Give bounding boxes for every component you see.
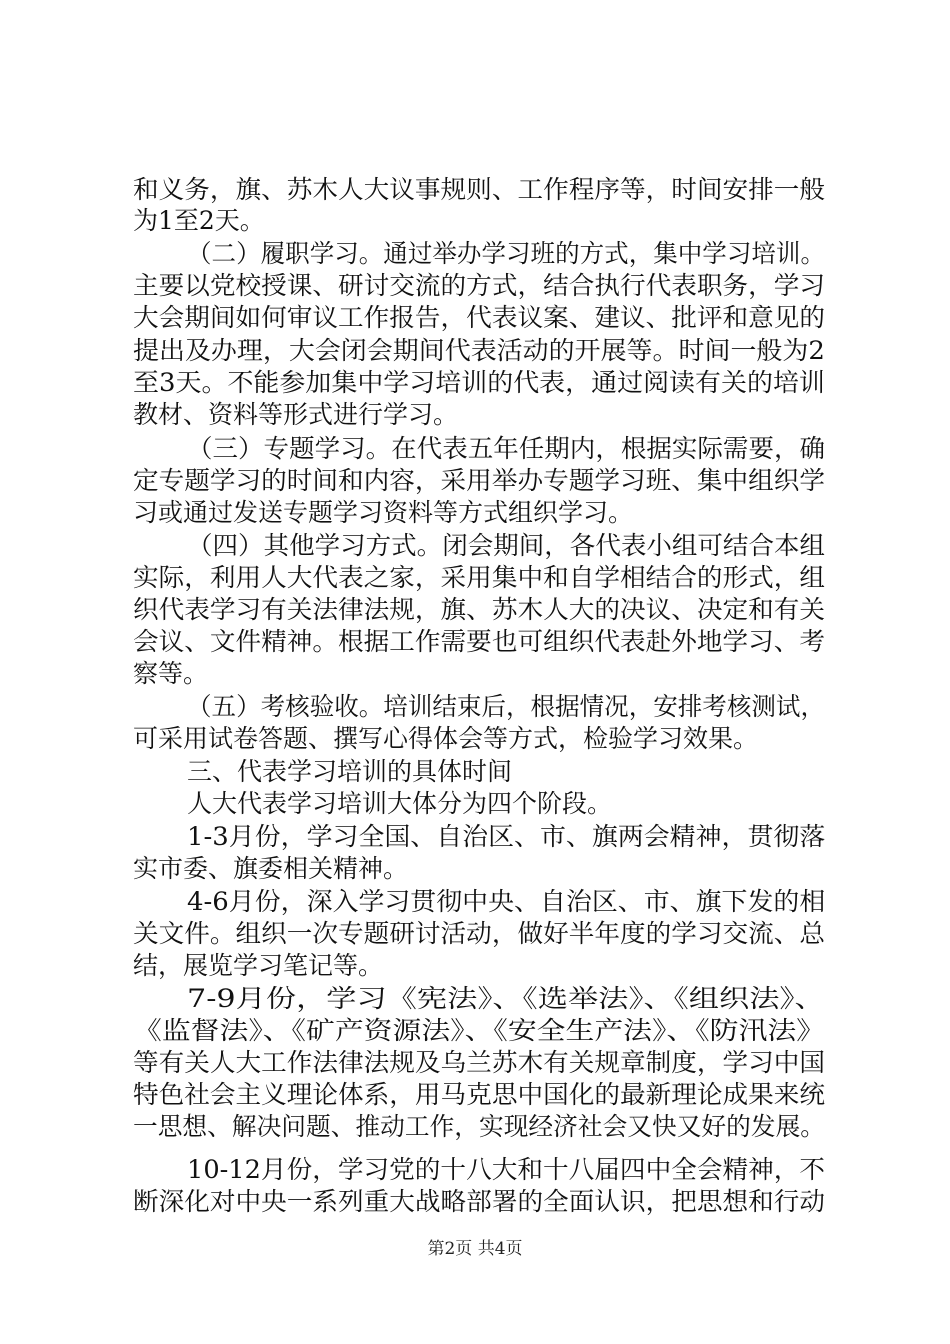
text-line: 《监督法》、《矿产资源法》、《安全生产法》、《防汛法》 bbox=[133, 1016, 826, 1045]
page-number: 第2页 共4页 bbox=[427, 1239, 523, 1259]
section-heading: 三、代表学习培训的具体时间 bbox=[187, 757, 513, 786]
text-line: 1-3月份，学习全国、自治区、市、旗两会精神，贯彻落 bbox=[187, 822, 826, 851]
text-line: 等有关人大工作法律法规及乌兰苏木有关规章制度，学习中国 bbox=[133, 1048, 826, 1077]
text-line: 和义务，旗、苏木人大议事规则、工作程序等，时间安排一般 bbox=[133, 175, 826, 204]
text-line: 特色社会主义理论体系，用马克思中国化的最新理论成果来统 bbox=[133, 1080, 826, 1109]
text-line: 关文件。组织一次专题研讨活动，做好半年度的学习交流、总 bbox=[133, 919, 826, 948]
text-line: 会议、文件精神。根据工作需要也可组织代表赴外地学习、考 bbox=[133, 627, 826, 656]
text-line: 为1至2天。 bbox=[133, 206, 265, 235]
text-line: 定专题学习的时间和内容，采用举办专题学习班、集中组织学 bbox=[133, 466, 826, 495]
text-line: 断深化对中央一系列重大战略部署的全面认识，把思想和行动 bbox=[133, 1187, 826, 1216]
text-line: 大会期间如何审议工作报告，代表议案、建议、批评和意见的 bbox=[133, 303, 826, 332]
text-line: 10-12月份，学习党的十八大和十八届四中全会精神，不 bbox=[187, 1155, 826, 1184]
text-line: 织代表学习有关法律法规，旗、苏木人大的决议、决定和有关 bbox=[133, 595, 826, 624]
text-line: 主要以党校授课、研讨交流的方式，结合执行代表职务，学习 bbox=[133, 271, 826, 300]
text-line: 察等。 bbox=[133, 659, 209, 688]
text-line: 4-6月份，深入学习贯彻中央、自治区、市、旗下发的相 bbox=[187, 887, 826, 916]
text-line: （三）专题学习。在代表五年任期内，根据实际需要，确 bbox=[187, 434, 826, 463]
text-line: （五）考核验收。培训结束后，根据情况，安排考核测试， bbox=[187, 692, 826, 721]
text-line: （二）履职学习。通过举办学习班的方式，集中学习培训。 bbox=[187, 239, 826, 268]
text-line: 人大代表学习培训大体分为四个阶段。 bbox=[187, 789, 613, 818]
text-line: 实际，利用人大代表之家，采用集中和自学相结合的形式，组 bbox=[133, 563, 826, 592]
text-line: 结，展览学习笔记等。 bbox=[133, 951, 384, 980]
text-line: 可采用试卷答题、撰写心得体会等方式，检验学习效果。 bbox=[133, 724, 759, 753]
text-line: 7-9月份，学习《宪法》、《选举法》、《组织法》、 bbox=[187, 984, 825, 1013]
text-line: 习或通过发送专题学习资料等方式组织学习。 bbox=[133, 498, 634, 527]
text-line: 实市委、旗委相关精神。 bbox=[133, 854, 409, 883]
text-line: 一思想、解决问题、推动工作，实现经济社会又快又好的发展。 bbox=[133, 1112, 826, 1141]
text-line: （四）其他学习方式。闭会期间，各代表小组可结合本组 bbox=[187, 531, 826, 560]
text-line: 教材、资料等形式进行学习。 bbox=[133, 400, 459, 429]
text-line: 提出及办理，大会闭会期间代表活动的开展等。时间一般为2 bbox=[133, 336, 825, 365]
text-line: 至3天。不能参加集中学习培训的代表，通过阅读有关的培训 bbox=[133, 368, 825, 397]
